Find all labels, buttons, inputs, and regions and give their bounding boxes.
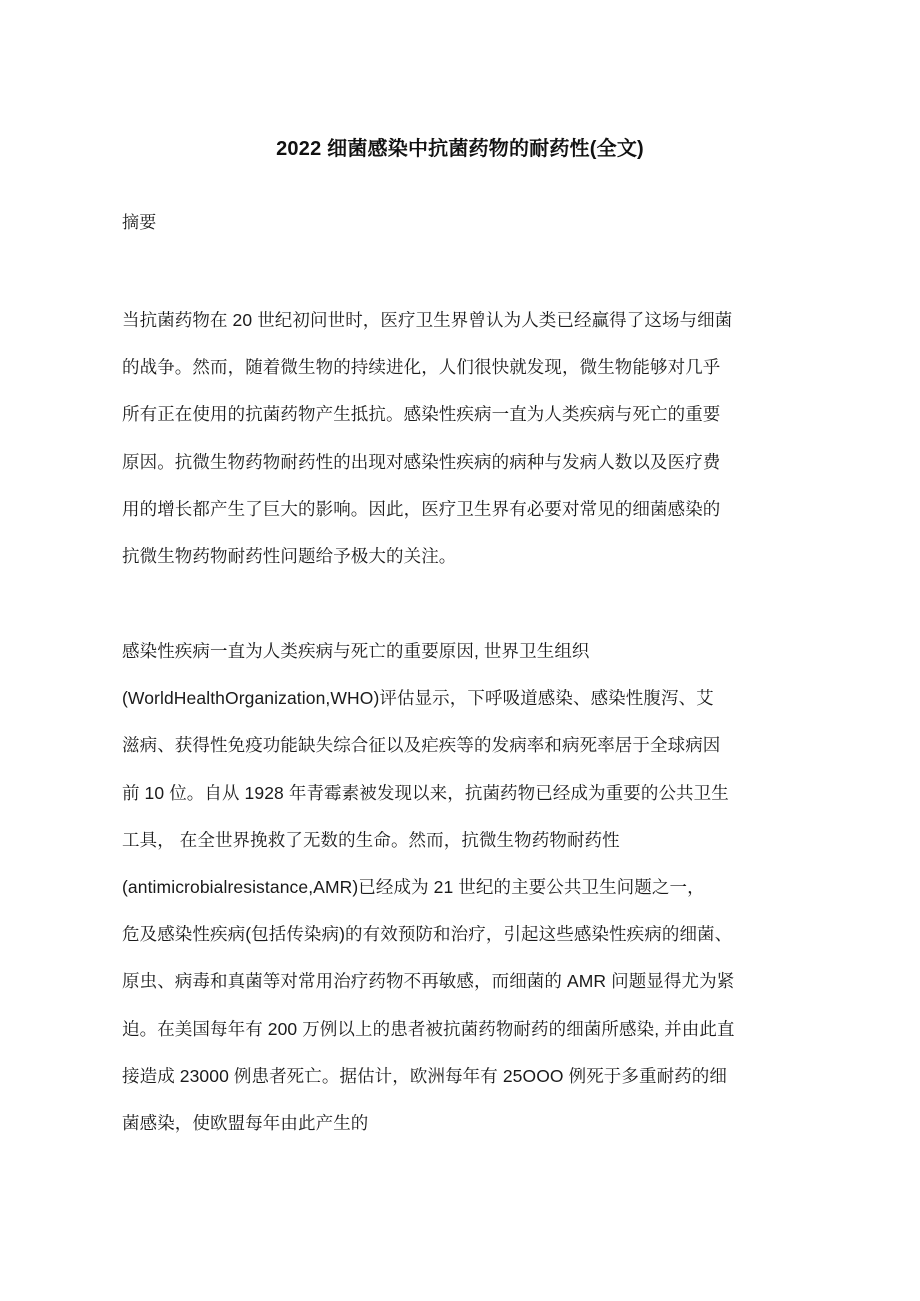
text-line: 感染性疾病一直为人类疾病与死亡的重要原因, 世界卫生组织 <box>122 641 590 661</box>
text-line: 危及感染性疾病(包括传染病)的有效预防和治疗，引起这些感染性疾病的细菌、 <box>122 924 733 945</box>
text-line: (WorldHealthOrganization,WHO)评估显示，下呼吸道感染、感染性腹泻、艾 <box>122 688 714 709</box>
text-line: 所有正在使用的抗菌药物产生抵抗。感染性疾病一直为人类疾病与死亡的重要 <box>122 404 721 425</box>
text-line: 的战争。然而，随着微生物的持续进化，人们很快就发现，微生物能够对几乎 <box>122 357 721 378</box>
text-line: 抗微生物药物耐药性问题给予极大的关注。 <box>122 546 457 567</box>
text-line: 用的增长都产生了巨大的影响。因此，医疗卫生界有必要对常见的细菌感染的 <box>122 498 721 519</box>
text-line: 原虫、病毒和真菌等对常用治疗药物不再敏感，而细菌的 AMR 问题显得尤为紧 <box>122 971 735 992</box>
text-line: 菌感染，使欧盟每年由此产生的 <box>122 1113 369 1134</box>
page-title: 2022 细菌感染中抗菌药物的耐药性(全文) <box>276 138 644 161</box>
text-line: 原因。抗微生物药物耐药性的出现对感染性疾病的病种与发病人数以及医疗费 <box>122 451 721 472</box>
text-line: 迫。在美国每年有 200 万例以上的患者被抗菌药物耐药的细菌所感染, 并由此直 <box>122 1018 735 1039</box>
abstract-heading: 摘要 <box>122 213 157 232</box>
text-line: 工具， 在全世界挽救了无数的生命。然而，抗微生物药物耐药性 <box>122 829 620 850</box>
introduction-paragraph <box>122 628 794 1147</box>
text-line: (antimicrobialresistance,AMR)已经成为 21 世纪的主要公共卫生问题之一， <box>122 877 705 898</box>
text-line: 前 10 位。自从 1928 年青霉素被发现以来，抗菌药物已经成为重要的公共卫生 <box>122 782 729 803</box>
text-line: 当抗菌药物在 20 世纪初问世时，医疗卫生界曾认为人类已经赢得了这场与细菌 <box>122 310 733 330</box>
text-line: 接造成 23000 例患者死亡。据估计，欧洲每年有 25OOO 例死于多重耐药的细 <box>122 1065 728 1086</box>
text-line: 滋病、获得性免疫功能缺失综合征以及疟疾等的发病率和病死率居于全球病因 <box>122 735 721 756</box>
abstract-paragraph <box>122 297 794 580</box>
